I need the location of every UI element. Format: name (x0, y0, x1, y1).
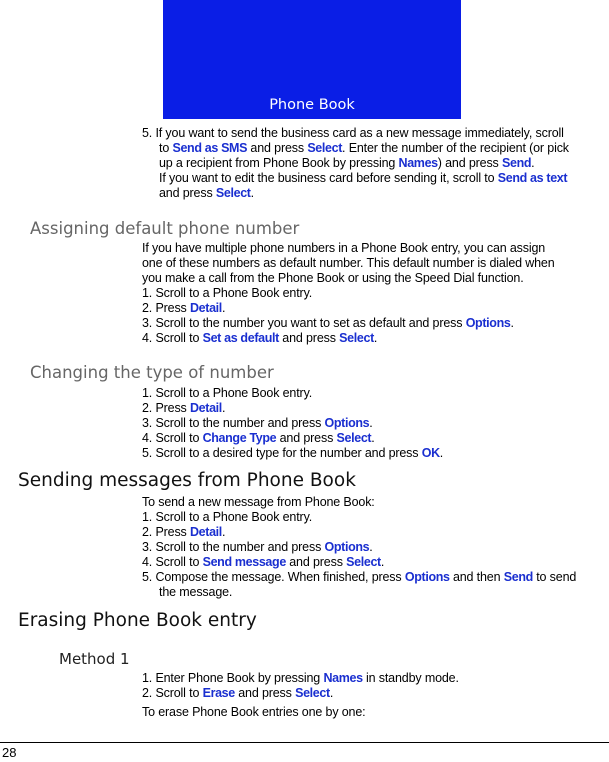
intro-step-5 (142, 126, 604, 201)
keyword: Options (404, 570, 450, 584)
keyword: Names (323, 671, 363, 685)
text-line: the message. (159, 585, 233, 599)
step: 3. Scroll to the number and press Options. (142, 416, 373, 430)
step: 2. Press Detail. (142, 525, 226, 539)
keyword: Select (215, 186, 251, 200)
keyword: Send as SMS (172, 141, 248, 155)
page-number: 28 (2, 745, 17, 760)
step: 2. Press Detail. (142, 301, 226, 315)
step: 4. Scroll to Set as default and press Select. (142, 331, 378, 345)
keyword: Options (324, 416, 370, 430)
keyword: Names (398, 156, 438, 170)
keyword: Options (324, 540, 370, 554)
footer-divider (0, 742, 609, 743)
keyword: Select (295, 686, 330, 700)
step: 4. Scroll to Send message and press Select. (142, 555, 385, 569)
text-line: one of these numbers as default number. This default number is dialed when (142, 256, 555, 270)
send-messages-body (142, 495, 604, 600)
text-line: If you want to edit the business card before sending it, scroll to Send as text (159, 171, 568, 185)
keyword: Options (465, 316, 511, 330)
section-heading-send-messages: Sending messages from Phone Book (18, 470, 356, 491)
text-line: If you have multiple phone numbers in a Phone Book entry, you can assign (142, 241, 546, 255)
step: 3. Scroll to the number you want to set as default and press Options. (142, 316, 514, 330)
step: 2. Press Detail. (142, 401, 226, 415)
text-line: 5. If you want to send the business card as a new message immediately, scroll (142, 126, 564, 140)
text-line: to Send as SMS and press Select. Enter the number of the recipient (or pick (159, 141, 569, 155)
section-heading-erase: Erasing Phone Book entry (18, 610, 257, 631)
step: 1. Enter Phone Book by pressing Names in standby mode. (142, 671, 459, 685)
keyword: Change Type (202, 431, 277, 445)
text-line: you make a call from the Phone Book or using the Speed Dial function. (142, 271, 524, 285)
step: 5. Scroll to a desired type for the number and press OK. (142, 446, 444, 460)
step: 1. Scroll to a Phone Book entry. (142, 286, 313, 300)
keyword: OK (421, 446, 440, 460)
keyword: Select (336, 431, 372, 445)
change-type-body (142, 386, 604, 461)
section-heading-change-type: Changing the type of number (30, 363, 274, 382)
default-number-body (142, 241, 604, 346)
method-heading: Method 1 (59, 650, 130, 668)
keyword: Send message (202, 555, 286, 569)
keyword: Detail (189, 525, 222, 539)
keyword: Erase (202, 686, 235, 700)
keyword: Send (503, 570, 533, 584)
screen-title: Phone Book (269, 97, 355, 113)
keyword: Send as text (497, 171, 568, 185)
keyword: Set as default (202, 331, 279, 345)
keyword: Send (502, 156, 532, 170)
keyword: Select (339, 331, 374, 345)
step: 3. Scroll to the number and press Options. (142, 540, 373, 554)
erase-outro: To erase Phone Book entries one by one: (142, 705, 366, 719)
keyword: Select (346, 555, 381, 569)
step: 1. Scroll to a Phone Book entry. (142, 386, 313, 400)
step: 4. Scroll to Change Type and press Select. (142, 431, 375, 445)
step: 1. Scroll to a Phone Book entry. (142, 510, 313, 524)
text-line: and press Select. (159, 186, 254, 200)
erase-body (142, 671, 604, 701)
step: 5. Compose the message. When finished, press Options and then Send to send (142, 570, 577, 584)
keyword: Detail (189, 301, 222, 315)
text-line: To send a new message from Phone Book: (142, 495, 375, 509)
text-line: up a recipient from Phone Book by pressing Names) and press Send. (159, 156, 535, 170)
section-heading-default-number: Assigning default phone number (30, 219, 300, 238)
phone-screen-illustration (163, 0, 461, 119)
keyword: Select (307, 141, 343, 155)
keyword: Detail (189, 401, 222, 415)
step: 2. Scroll to Erase and press Select. (142, 686, 334, 700)
